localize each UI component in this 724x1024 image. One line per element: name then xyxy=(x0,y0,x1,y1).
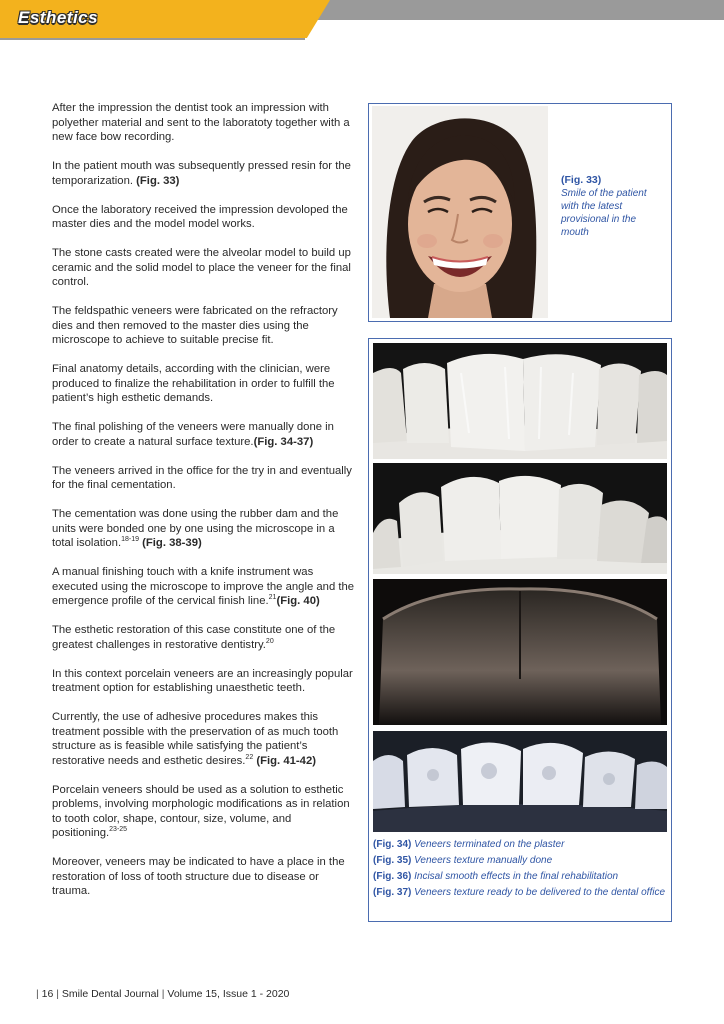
figure-reference: (Fig. 34-37) xyxy=(253,435,314,448)
paragraph: The final polishing of the veneers were manually done in order to create a natural surface texture.(Fig. 34-37) xyxy=(52,421,334,448)
paragraph: A manual finishing touch with a knife instrument was executed using the microscope to improve the angle and the emergence profile of the cervical finish line.$^{21}$(Fig. 40) xyxy=(52,566,355,607)
section-title: Esthetics xyxy=(18,8,99,27)
header-divider xyxy=(0,38,305,40)
paragraph: The cementation was done using the rubber dam and the units were bonded one by one using the microscope in a total isolation.$^{18-19}$ (Fig. 38-39) xyxy=(52,508,339,549)
paragraph: The veneers arrived in the office for the try in and eventually for the final cementation. xyxy=(52,464,352,491)
veneers-texture-photo xyxy=(373,463,667,574)
citation: 22 xyxy=(245,753,254,761)
page-footer: | 16 | Smile Dental Journal | Volume 15, Issue 1 - 2020 xyxy=(36,988,290,1000)
incisal-effects-photo xyxy=(373,579,667,725)
journal-name: Smile Dental Journal xyxy=(61,988,159,1000)
citation: 20 xyxy=(265,637,274,645)
paragraph: Porcelain veneers should be used as a solution to esthetic problems, involving morphologic modifications as in relation to tooth color, shape, contour, size, volume, and positioning.$^{23-25}$ xyxy=(52,783,350,839)
paragraph: The feldspathic veneers were fabricated on the refractory dies and then removed to the master dies using the microscope to achieve to suitable precise fit. xyxy=(52,305,338,346)
figure-label: (Fig. 33) xyxy=(561,174,602,186)
patient-smile-photo xyxy=(372,106,548,318)
page-number: 16 xyxy=(41,988,54,1000)
caption-fig-34: (Fig. 34) Veneers terminated on the plaster xyxy=(373,839,565,850)
citation: 21 xyxy=(268,594,277,602)
figure-reference: (Fig. 40) xyxy=(276,595,320,607)
paragraph: After the impression the dentist took an impression with polyether material and sent to the laboratoty together with a new face bow recording. xyxy=(52,102,350,143)
paragraph: The esthetic restoration of this case constitute one of the greatest challenges in restorative dentistry.$^{20}$ xyxy=(52,624,336,651)
figure-33-frame xyxy=(368,103,672,322)
caption-fig-36: (Fig. 36) Incisal smooth effects in the final rehabilitation xyxy=(373,871,619,882)
paragraph: The stone casts created were the alveolar model to build up ceramic and the solid model to place the veneer for the final control. xyxy=(52,247,351,288)
veneers-on-plaster-photo xyxy=(373,343,667,459)
paragraph: In this context porcelain veneers are an increasingly popular treatment option for establishing unaesthetic teeth. xyxy=(52,667,353,694)
figure-reference: (Fig. 41-42) xyxy=(253,754,316,767)
caption-fig-35: (Fig. 35) Veneers texture manually done xyxy=(373,855,553,866)
paragraph: Once the laboratory received the impression devoloped the master dies and the model model works. xyxy=(52,203,348,230)
veneers-ready-photo xyxy=(373,731,667,832)
paragraph: Moreover, veneers may be indicated to have a place in the restoration of loss of tooth structure due to disease or trauma. xyxy=(52,856,345,897)
paragraph: In the patient mouth was subsequently pressed resin for the temporarization. (Fig. 33) xyxy=(52,160,351,187)
paragraph: Currently, the use of adhesive procedures makes this treatment possible with the preservation of as much tooth structure as is feasible while satisfying the patient’s restorative needs and esthetic desires.$^{22}$ (Fig. 41-42) xyxy=(52,711,339,767)
issue-info: Volume 15, Issue 1 - 2020 xyxy=(167,988,290,1000)
article-body xyxy=(52,101,358,913)
figure-34-37-captions xyxy=(373,837,667,901)
figure-reference: (Fig. 33) xyxy=(136,174,180,187)
paragraph: Final anatomy details, according with the clinician, were produced to finalize the rehabilitation in order to fulfill the patient’s high esthetic demands. xyxy=(52,363,335,404)
figure-34-37-frame xyxy=(368,338,672,922)
citation: 23-25 xyxy=(109,826,128,834)
citation: 18-19 xyxy=(121,536,139,544)
figure-reference: (Fig. 38-39) xyxy=(138,537,202,549)
figure-caption-text: Smile of the patient with the latest provisional in the mouth xyxy=(561,188,647,238)
caption-fig-37: (Fig. 37) Veneers texture ready to be delivered to the dental office xyxy=(373,887,666,898)
figure-33-caption xyxy=(561,174,661,239)
